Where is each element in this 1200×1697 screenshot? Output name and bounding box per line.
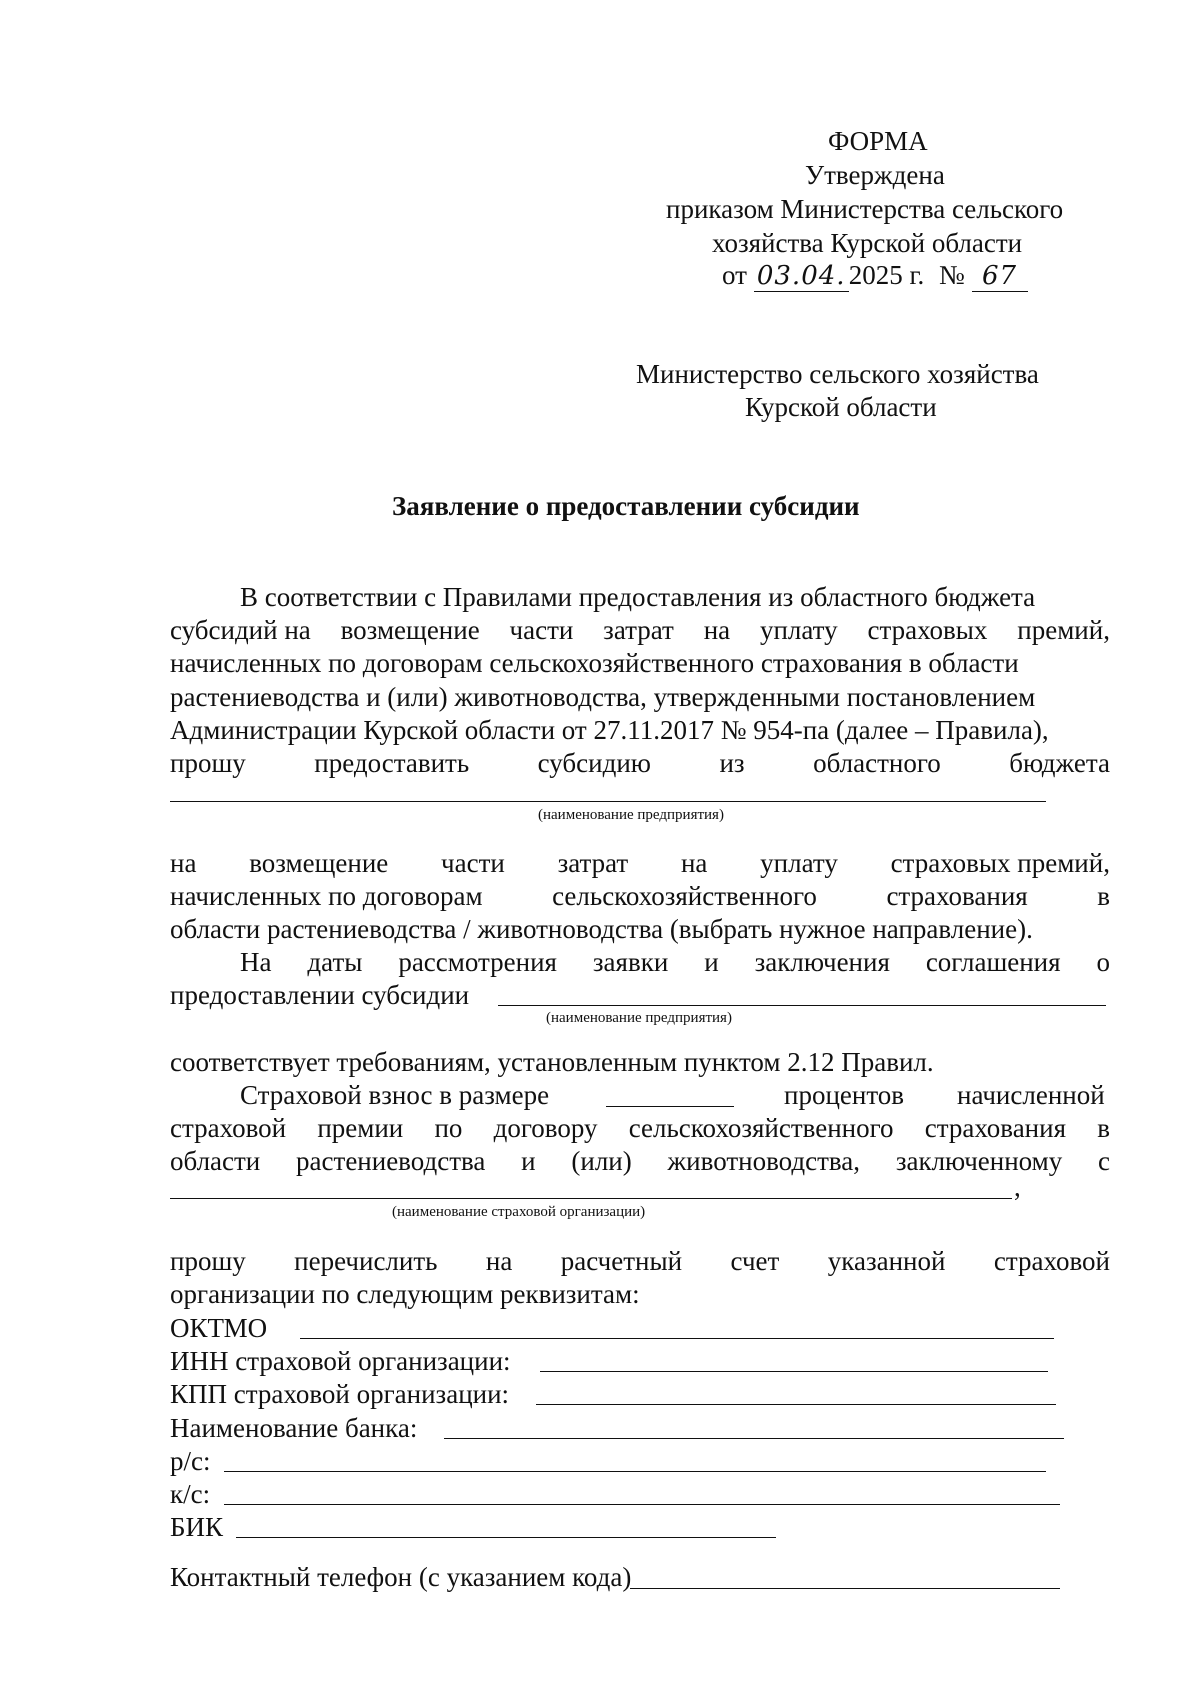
bank-field[interactable] bbox=[444, 1438, 1064, 1439]
word: животноводства, bbox=[667, 1146, 861, 1176]
date-day-month-field[interactable] bbox=[754, 260, 849, 292]
bank-label: Наименование банка: bbox=[170, 1413, 418, 1443]
word: заключенному bbox=[895, 1146, 1063, 1176]
date-prefix: от bbox=[722, 260, 747, 290]
enterprise-name-field-2[interactable] bbox=[498, 1005, 1106, 1006]
p5-line-2: организации по следующим реквизитам: bbox=[170, 1279, 640, 1309]
word: прошу bbox=[170, 1246, 246, 1276]
word: сельскохозяйственного bbox=[628, 1113, 894, 1143]
word: страховой bbox=[170, 1113, 287, 1143]
ks-label: к/с: bbox=[170, 1479, 211, 1509]
enterprise-name-field[interactable] bbox=[170, 801, 1046, 802]
kpp-label: КПП страховой организации: bbox=[170, 1379, 510, 1409]
oktmo-label: ОКТМО bbox=[170, 1313, 268, 1343]
word: страховой bbox=[993, 1246, 1110, 1276]
word: возмещение bbox=[340, 615, 480, 645]
word: страхования bbox=[924, 1113, 1066, 1143]
word: возмещение bbox=[249, 848, 389, 878]
word: предоставить bbox=[314, 748, 470, 778]
word: субсидию bbox=[537, 748, 651, 778]
p4-line-3 bbox=[170, 1144, 1110, 1178]
order-number-field[interactable] bbox=[972, 260, 1028, 292]
word: на bbox=[170, 848, 197, 878]
word: части bbox=[509, 615, 574, 645]
insurer-comma: , bbox=[1014, 1172, 1021, 1202]
word: затрат bbox=[557, 848, 629, 878]
word: субсидий на bbox=[170, 615, 311, 645]
word: даты bbox=[307, 947, 363, 977]
p3-line-1 bbox=[240, 945, 1110, 979]
word: страховых bbox=[867, 615, 988, 645]
word: уплату bbox=[760, 848, 838, 878]
word: заявки bbox=[592, 947, 669, 977]
inn-label: ИНН страховой организации: bbox=[170, 1346, 511, 1376]
p1-line-1: В соответствии с Правилами предоставления из областного бюджета bbox=[240, 582, 1036, 612]
ks-field[interactable] bbox=[224, 1504, 1060, 1505]
word: прошу bbox=[170, 748, 246, 778]
rs-label: р/с: bbox=[170, 1446, 211, 1476]
word: бюджета bbox=[1009, 748, 1110, 778]
word: указанной bbox=[827, 1246, 946, 1276]
word: договору bbox=[493, 1113, 598, 1143]
order-date-line bbox=[722, 258, 1028, 292]
word: начисленных по договорам bbox=[170, 881, 483, 911]
p1-line-3: начисленных по договорам сельскохозяйственного страхования в области bbox=[170, 648, 1019, 678]
p1-line-4: растениеводства и (или) животноводства, утвержденными постановлением bbox=[170, 682, 1036, 712]
word: областного bbox=[813, 748, 941, 778]
word: и bbox=[521, 1146, 536, 1176]
inn-field[interactable] bbox=[540, 1371, 1048, 1372]
p5-line-1 bbox=[170, 1244, 1110, 1278]
word: премий, bbox=[1017, 615, 1110, 645]
p4-line-1b: процентов bbox=[784, 1080, 905, 1110]
word: счет bbox=[730, 1246, 780, 1276]
word: на bbox=[703, 615, 731, 645]
order-line-1: приказом Министерства сельского bbox=[666, 194, 1064, 224]
word: о bbox=[1096, 947, 1110, 977]
p3-line-2: предоставлении субсидии bbox=[170, 980, 470, 1010]
word: перечислить bbox=[294, 1246, 438, 1276]
insurer-name-caption: (наименование страховой организации) bbox=[392, 1204, 646, 1220]
contact-phone-field[interactable] bbox=[630, 1588, 1060, 1589]
word: расчетный bbox=[560, 1246, 683, 1276]
word: области bbox=[170, 1146, 261, 1176]
word: затрат bbox=[603, 615, 674, 645]
word: части bbox=[441, 848, 505, 878]
word: по bbox=[434, 1113, 463, 1143]
p4-line-1a: Страховой взнос в размере bbox=[240, 1080, 550, 1110]
word: страховых премий, bbox=[890, 848, 1110, 878]
oktmo-field[interactable] bbox=[300, 1338, 1054, 1339]
percent-field[interactable] bbox=[606, 1106, 734, 1107]
date-day-month: 03.04. bbox=[756, 261, 846, 291]
word: с bbox=[1098, 1146, 1110, 1176]
date-year: 2025 г. bbox=[848, 260, 925, 290]
rs-field[interactable] bbox=[224, 1471, 1046, 1472]
word: растениеводства bbox=[296, 1146, 486, 1176]
addressee-line-1: Министерство сельского хозяйства bbox=[636, 359, 1039, 389]
word: на bbox=[485, 1246, 513, 1276]
insurer-name-field[interactable] bbox=[170, 1198, 1012, 1199]
order-number: 67 bbox=[981, 261, 1018, 291]
word: заключения bbox=[754, 947, 890, 977]
bik-field[interactable] bbox=[236, 1537, 776, 1538]
form-label: ФОРМА bbox=[828, 126, 928, 156]
word: страхования bbox=[886, 881, 1028, 911]
document-title: Заявление о предоставлении субсидии bbox=[392, 491, 860, 521]
word: сельскохозяйственного bbox=[552, 881, 817, 911]
p2-line-1 bbox=[170, 846, 1110, 880]
approved-label: Утверждена bbox=[805, 160, 945, 190]
word: из bbox=[719, 748, 745, 778]
number-sign: № bbox=[938, 260, 965, 290]
order-line-2: хозяйства Курской области bbox=[712, 228, 1023, 258]
bik-label: БИК bbox=[170, 1512, 224, 1542]
p1-line-6 bbox=[170, 746, 1110, 780]
word: рассмотрения bbox=[398, 947, 557, 977]
p4-line-2 bbox=[170, 1111, 1110, 1145]
enterprise-name-caption: (наименование предприятия) bbox=[538, 807, 724, 823]
addressee-line-2: Курской области bbox=[745, 392, 937, 422]
p3-line-3: соответствует требованиям, установленным пунктом 2.12 Правил. bbox=[170, 1047, 934, 1077]
word: на bbox=[680, 848, 708, 878]
word: соглашения bbox=[925, 947, 1061, 977]
p1-line-2 bbox=[170, 613, 1110, 647]
p2-line-2 bbox=[170, 879, 1110, 913]
p4-line-1c: начисленной bbox=[957, 1080, 1105, 1110]
word: уплату bbox=[759, 615, 838, 645]
word: (или) bbox=[571, 1146, 632, 1176]
enterprise-name-caption-2: (наименование предприятия) bbox=[546, 1010, 732, 1026]
kpp-field[interactable] bbox=[536, 1404, 1056, 1405]
p2-line-3: области растениеводства / животноводства (выбрать нужное направление). bbox=[170, 914, 1033, 944]
word: в bbox=[1097, 881, 1110, 911]
word: На bbox=[240, 947, 272, 977]
contact-phone-label: Контактный телефон (с указанием кода) bbox=[170, 1562, 632, 1592]
p1-line-5: Администрации Курской области от 27.11.2017 № 954-па (далее – Правила), bbox=[170, 715, 1049, 745]
word: в bbox=[1097, 1113, 1110, 1143]
word: премии bbox=[317, 1113, 404, 1143]
word: и bbox=[704, 947, 719, 977]
